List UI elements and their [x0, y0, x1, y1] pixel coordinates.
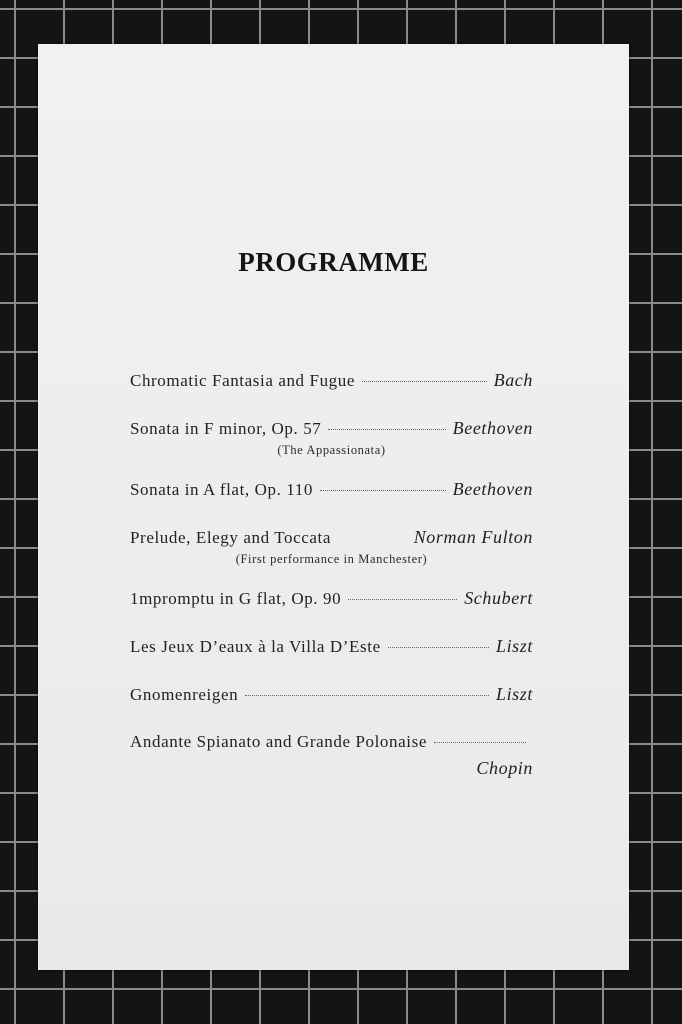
piece-title: Andante Spianato and Grande Polonaise: [130, 732, 427, 751]
piece-title: Sonata in F minor, Op. 57: [130, 419, 322, 438]
dot-leader: [245, 695, 489, 696]
programme-entry: [130, 728, 533, 780]
composer-name: Beethoven: [452, 418, 533, 438]
piece-title: Chromatic Fantasia and Fugue: [130, 371, 356, 390]
programme-entry: [130, 523, 533, 569]
composer-name: Schubert: [464, 588, 533, 608]
piece-title: Sonata in A flat, Op. 110: [130, 480, 313, 499]
programme-entry: [130, 366, 533, 394]
dot-leader: [434, 742, 526, 743]
programme-entry: [130, 584, 533, 612]
piece-title: Prelude, Elegy and Toccata: [130, 528, 332, 547]
dot-leader: [328, 429, 445, 430]
piece-title: 1mpromptu in G flat, Op. 90: [130, 589, 342, 608]
programme-entry: [130, 632, 533, 660]
programme-title: PROGRAMME: [238, 247, 429, 277]
dot-leader: [362, 381, 487, 382]
composer-name: Chopin: [476, 758, 533, 778]
composer-name: Bach: [493, 370, 533, 390]
composer-name: Liszt: [495, 684, 533, 704]
programme-entry: [130, 680, 533, 708]
composer-name: Norman Fulton: [413, 527, 533, 547]
piece-note: (First performance in Manchester): [235, 552, 428, 566]
piece-title: Gnomenreigen: [130, 685, 239, 704]
composer-name: Liszt: [495, 636, 533, 656]
piece-title: Les Jeux D’eaux à la Villa D’Este: [130, 637, 381, 656]
dot-leader: [320, 490, 446, 491]
dot-leader: [348, 599, 457, 600]
dot-leader: [388, 647, 489, 648]
programme-list: [130, 321, 533, 780]
piece-note: (The Appassionata): [277, 443, 386, 457]
programme-card: [38, 44, 629, 970]
programme-entry: [130, 475, 533, 503]
programme-entry: [130, 414, 533, 460]
composer-name: Beethoven: [452, 479, 533, 499]
